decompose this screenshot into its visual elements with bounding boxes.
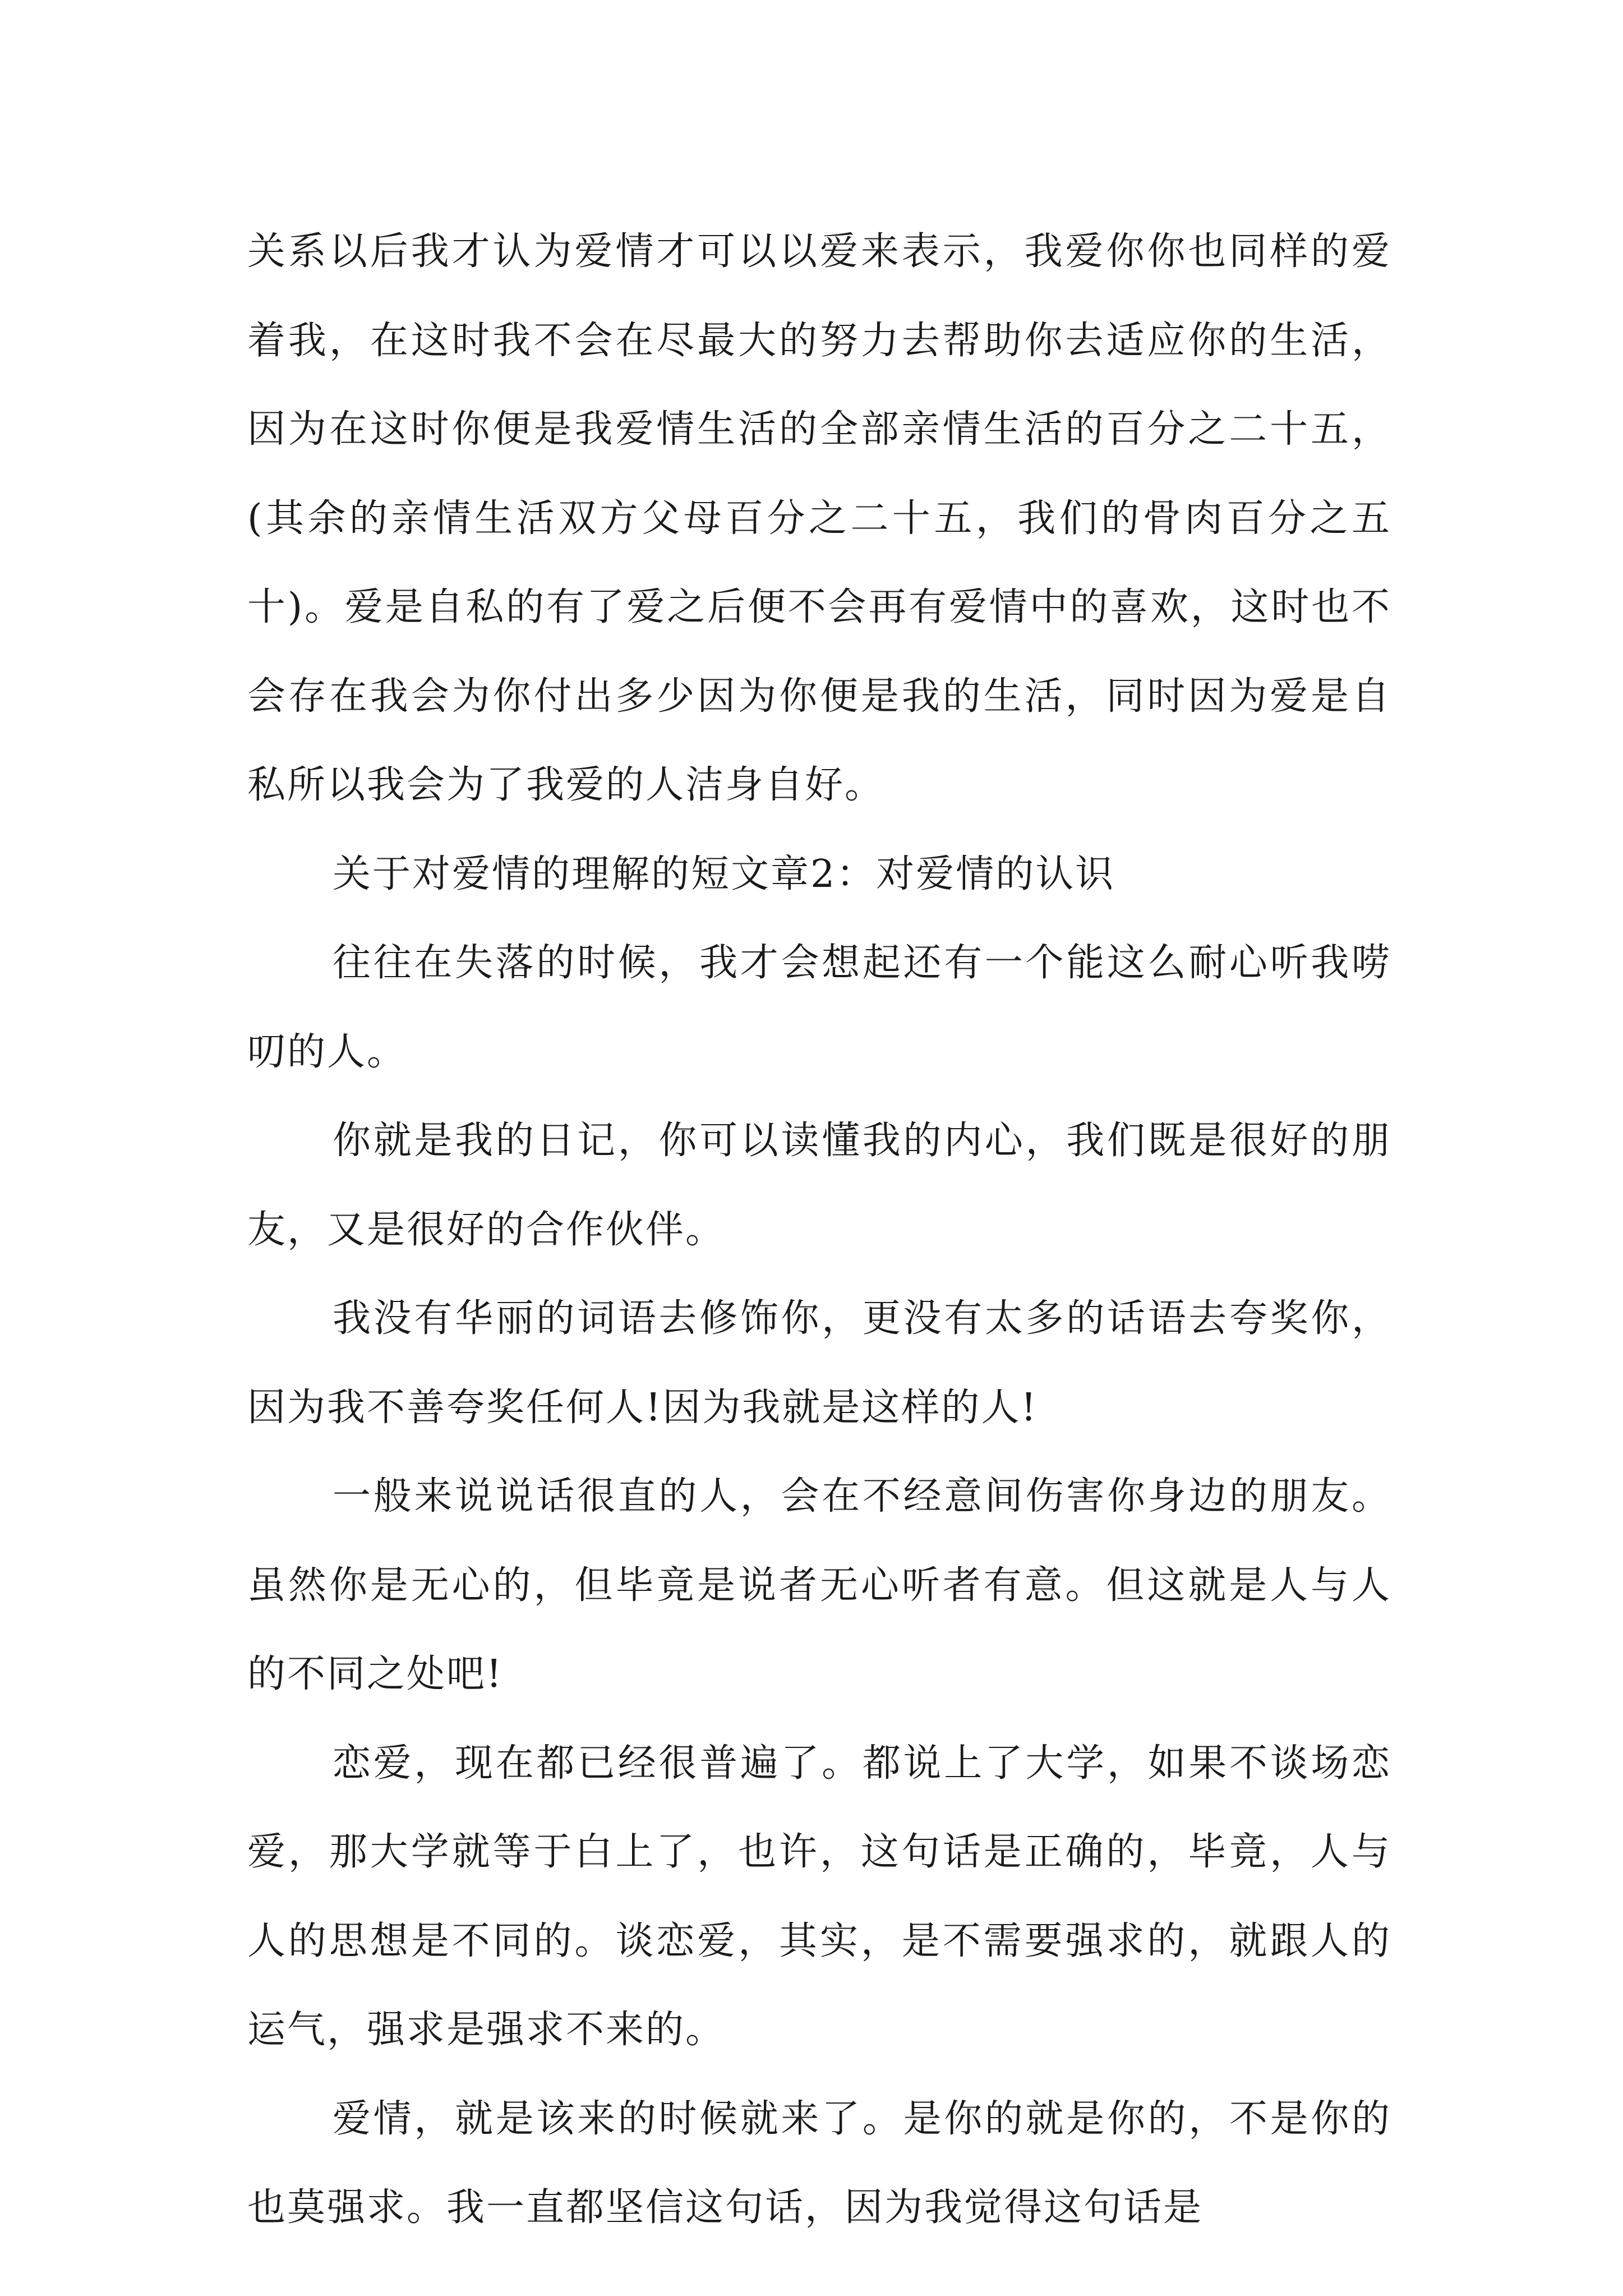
- paragraph-4: 你就是我的日记，你可以读懂我的内心，我们既是很好的朋友，又是很好的合作伙伴。: [247, 1119, 1391, 1252]
- paragraph-1: 关系以后我才认为爱情才可以以爱来表示，我爱你你也同样的爱着我，在这时我不会在尽最大的努力去帮助你去适应你的生活，因为在这时你便是我爱情生活的全部亲情生活的百分之二十五，(其余的亲情生活双方父母百分之二十五，我们的骨肉百分之五十)。爱是自私的有了爱之后便不会再有爱情中的喜欢，这时也不会存在我会为你付出多少因为你便是我的生活，同时因为爱是自私所以我会为了我爱的人洁身自好。: [247, 229, 1391, 807]
- paragraph-6: 一般来说说话很直的人，会在不经意间伤害你身边的朋友。虽然你是无心的，但毕竟是说者无心听者有意。但这就是人与人的不同之处吧!: [247, 1474, 1391, 1696]
- paragraph-8: 爱情，就是该来的时候就来了。是你的就是你的，不是你的也莫强求。我一直都坚信这句话，因为我觉得这句话是: [247, 2096, 1391, 2230]
- paragraph-2-heading: 关于对爱情的理解的短文章2：对爱情的认识: [333, 852, 1115, 896]
- paragraph-5: 我没有华丽的词语去修饰你，更没有太多的话语去夸奖你，因为我不善夸奖任何人!因为我就是这样的人!: [247, 1296, 1391, 1430]
- paragraph-7: 恋爱，现在都已经很普遍了。都说上了大学，如果不谈场恋爱，那大学就等于白上了，也许，这句话是正确的，毕竟，人与人的思想是不同的。谈恋爱，其实，是不需要强求的，就跟人的运气，强求是强求不来的。: [247, 1741, 1391, 2052]
- document-body: [247, 208, 1391, 2253]
- paragraph-3: 往往在失落的时候，我才会想起还有一个能这么耐心听我唠叨的人。: [247, 941, 1391, 1074]
